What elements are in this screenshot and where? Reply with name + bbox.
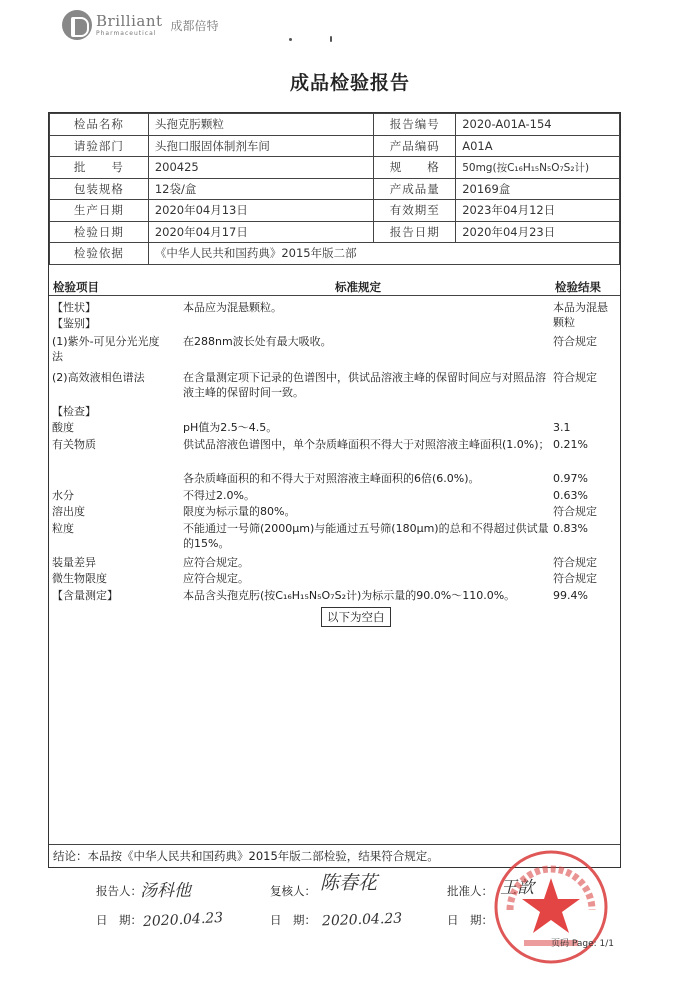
date-handwritten-2: 2020.04.23: [321, 910, 403, 930]
batch-value: 200425: [148, 157, 373, 179]
test-date-label: 检验日期: [50, 221, 149, 243]
date-label-1: 日 期：: [96, 913, 142, 927]
dept-label: 请验部门: [50, 135, 149, 157]
date-handwritten-1: 2020.04.23: [142, 909, 224, 931]
row-spec: 不能通过一号筛(2000μm)与能通过五号筛(180μm)的总和不得超过供试量的15%。: [183, 522, 549, 550]
row-spec: 各杂质峰面积的和不得大于对照溶液主峰面积的6倍(6.0%)。: [183, 472, 480, 485]
report-date-label: 报告日期: [374, 221, 456, 243]
row-item: (1)紫外-可见分光光度法: [52, 335, 160, 363]
logo-icon: [62, 10, 92, 40]
conclusion: 结论：本品按《中华人民共和国药典》2015年版二部检验，结果符合规定。: [49, 844, 620, 867]
row-result: 本品为混悬颗粒: [553, 301, 608, 329]
row-spec: 应符合规定。: [183, 556, 249, 569]
row-result: 0.21%: [553, 438, 588, 451]
product-code-label: 产品编码: [374, 135, 456, 157]
exp-date-value: 2023年04月12日: [456, 200, 620, 222]
reporter-label: 报告人：: [96, 884, 142, 898]
approver-label: 批准人：: [447, 884, 493, 898]
row-item: 微生物限度: [52, 572, 107, 585]
mfg-date-value: 2020年04月13日: [148, 200, 373, 222]
row-item: 装量差异: [52, 556, 96, 569]
test-date-value: 2020年04月17日: [148, 221, 373, 243]
dept-value: 头孢口服固体制剂车间: [148, 135, 373, 157]
row-result: 0.97%: [553, 472, 588, 485]
reviewer-signature: 陈春花: [320, 872, 378, 894]
scan-speck: [330, 36, 332, 42]
brand-english: Brilliant: [96, 11, 163, 30]
row-item: 酸度: [52, 421, 74, 434]
row-item: 溶出度: [52, 505, 85, 518]
output-value: 20169盒: [456, 178, 620, 200]
row-result: 符合规定: [553, 572, 597, 585]
product-name-value: 头孢克肟颗粒: [148, 114, 373, 136]
info-row: [50, 221, 620, 243]
row-result: 符合规定: [553, 505, 597, 518]
col-result-header: 检验结果: [555, 280, 601, 294]
batch-label: 批 号: [50, 157, 149, 179]
info-row: [50, 243, 620, 265]
row-spec: 应符合规定。: [183, 572, 249, 585]
row-result: 99.4%: [553, 589, 588, 602]
row-spec: 本品应为混悬颗粒。: [183, 301, 282, 314]
basis-label: 检验依据: [50, 243, 149, 265]
info-row: [50, 135, 620, 157]
row-result: 3.1: [553, 421, 571, 434]
approver-signature: 王歆: [500, 878, 534, 898]
blank-below-note: 以下为空白: [321, 607, 391, 627]
row-result: 0.83%: [553, 522, 588, 535]
info-row: [50, 200, 620, 222]
company-logo: [62, 10, 219, 40]
product-code-value: A01A: [456, 135, 620, 157]
date-label-3: 日 期：: [447, 913, 493, 927]
brand-subtitle: Pharmaceutical: [96, 29, 157, 37]
spec-value: 50mg(按C₁₆H₁₅N₅O₇S₂计): [456, 157, 620, 179]
output-label: 产成品量: [374, 178, 456, 200]
row-item: 【含量测定】: [52, 589, 118, 602]
date-label-2: 日 期：: [270, 913, 316, 927]
product-name-label: 检品名称: [50, 114, 149, 136]
reporter-signature: 汤科他: [140, 881, 191, 901]
row-item: (2)高效液相色谱法: [52, 371, 145, 384]
row-spec: 在288nm波长处有最大吸收。: [183, 335, 332, 348]
row-item: 【鉴别】: [52, 317, 96, 330]
row-spec: 在含量测定项下记录的色谱图中，供试品溶液主峰的保留时间应与对照品溶液主峰的保留时间一致。: [183, 371, 546, 399]
row-spec: 不得过2.0%。: [183, 489, 255, 502]
row-spec: 限度为标示量的80%。: [183, 505, 296, 518]
page-number: 页码 Page: 1/1: [551, 939, 615, 949]
brand-chinese: 成都倍特: [170, 18, 219, 33]
pack-value: 12袋/盒: [148, 178, 373, 200]
report-date-value: 2020年04月23日: [456, 221, 620, 243]
scan-speck: [289, 38, 292, 41]
info-row: [50, 157, 620, 179]
report-frame: [48, 112, 621, 868]
row-item: 【性状】: [52, 301, 96, 314]
page-title: 成品检验报告: [289, 72, 410, 94]
row-spec: 本品含头孢克肟(按C₁₆H₁₅N₅O₇S₂计)为标示量的90.0%～110.0%。: [183, 589, 516, 602]
mfg-date-label: 生产日期: [50, 200, 149, 222]
row-spec: pH值为2.5～4.5。: [183, 421, 278, 434]
report-no-value: 2020-A01A-154: [456, 114, 620, 136]
basis-value: 《中华人民共和国药典》2015年版二部: [148, 243, 619, 265]
exp-label: 有效期至: [374, 200, 456, 222]
row-item: 水分: [52, 489, 74, 502]
row-result: 0.63%: [553, 489, 588, 502]
col-item-header: 检验项目: [53, 280, 99, 294]
info-row: [50, 114, 620, 136]
row-item: 有关物质: [52, 438, 96, 451]
info-row: [50, 178, 620, 200]
results-header: [49, 277, 620, 296]
row-item: 粒度: [52, 522, 74, 535]
col-spec-header: 标准规定: [335, 280, 381, 294]
reviewer-label: 复核人：: [270, 884, 316, 898]
report-no-label: 报告编号: [374, 114, 456, 136]
info-table: [49, 113, 620, 265]
row-spec: 供试品溶液色谱图中，单个杂质峰面积不得大于对照溶液主峰面积(1.0%)；: [183, 438, 550, 451]
spec-label: 规 格: [374, 157, 456, 179]
row-result: 符合规定: [553, 556, 597, 569]
row-result: 符合规定: [553, 335, 597, 348]
row-item: 【检查】: [52, 405, 96, 418]
row-result: 符合规定: [553, 371, 597, 384]
pack-label: 包装规格: [50, 178, 149, 200]
